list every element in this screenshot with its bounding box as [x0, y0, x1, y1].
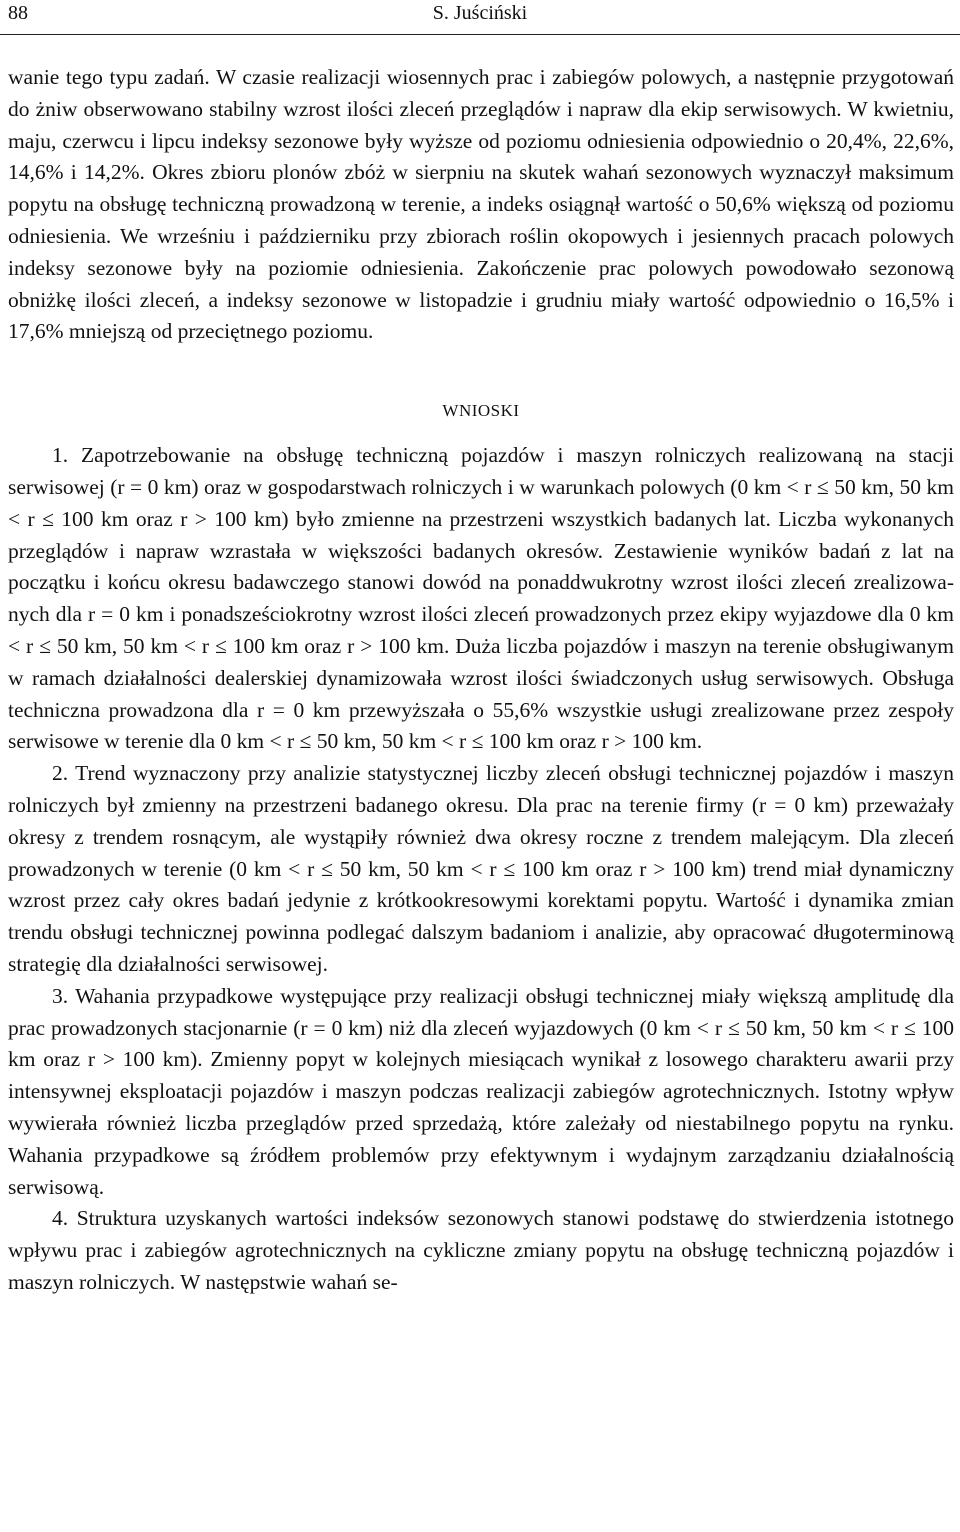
page-header — [0, 0, 960, 35]
conclusion-3: 3. Wahania przypadkowe występujące przy realizacji obsługi technicznej miały większą amplitudę dla prac prowadzonych stacjonarnie (r = 0 km) niż dla zleceń wyjazdowych (0 km < r ≤ 50 km, 50 km < r ≤ 100 km oraz r > 100 km). Zmienny popyt w kolejnych miesiącach wynikał z losowego charakteru awarii przy intensywnej eksploatacji pojazdów i maszyn podczas realizacji zabiegów agrotechnicznych. Istotny wpływ wywierała również liczba przeglądów przed sprzedażą, które zależały od niestabilnego popytu na rynku. Wahania przypadkowe są źródłem problemów przy efektywnym i wydajnym zarządzaniu działalnością serwisową. — [8, 983, 954, 1199]
conclusion-2: 2. Trend wyznaczony przy analizie statystycznej liczby zleceń obsługi technicznej pojazdów i maszyn rolniczych był zmienny na przestrzeni badanego okresu. Dla prac na terenie firmy (r = 0 km) przeważały okresy z trendem rosnącym, ale wystąpiły również dwa okresy roczne z trendem malejącym. Dla zleceń prowadzonych w terenie (0 km < r ≤ 50 km, 50 km < r ≤ 100 km oraz r > 100 km) trend miał dynamiczny wzrost przez cały okres badań jedynie z krótkookresowymi korektami popytu. Wartość i dynamika zmian trendu obsługi technicznej powinna podlegać dalszym badaniom i analizie, aby opracować długoterminową strategię dla działalności serwisowej. — [8, 761, 954, 976]
running-head-author: S. Juściński — [432, 2, 528, 24]
conclusion-4: 4. Struktura uzyskanych wartości indeksów sezonowych stanowi podstawę do stwierdzenia istotnego wpływu prac i zabiegów agrotechnicznych na cykliczne zmiany popytu na obsługę techniczną pojazdów i maszyn rolniczych. W następstwie wahań se- — [8, 1206, 954, 1294]
page-body — [8, 62, 954, 1299]
body-paragraph-continued: wanie tego typu zadań. W czasie realizacji wiosennych prac i zabiegów polowych, a następnie przygotowań do żniw obserwowano stabilny wzrost ilości zleceń przeglądów i napraw dla ekip serwisowych. W kwietniu, maju, czerwcu i lipcu indeksy sezonowe były wyższe od poziomu odniesienia odpowiednio o 20,4%, 22,6%, 14,6% i 14,2%. Okres zbioru plonów zbóż w sierpniu na skutek wahań sezonowych wyznaczył maksimum popytu na obsługę techniczną prowadzoną w terenie, a indeks osiągnął wartość o 50,6% większą od poziomu odniesienia. We wrześniu i październiku przy zbiorach roślin okopowych i jesiennych pracach polowych indeksy sezonowe były na poziomie odniesienia. Zakończenie prac polowych powodowało sezonową obniżkę ilości zleceń, a indeksy sezonowe w listopadzie i grudniu miały wartość odpowiednio o 16,5% i 17,6% mniejszą od przeciętnego poziomu. — [8, 65, 954, 344]
section-heading: WNIOSKI — [442, 401, 520, 421]
conclusion-1: 1. Zapotrzebowanie na obsługę techniczną pojazdów i maszyn rolniczych realizowaną na stacji serwisowej (r = 0 km) oraz w gospodarstwach rolniczych i w warunkach polowych (0 km < r ≤ 50 km, 50 km < r ≤ 100 km oraz r > 100 km) było zmienne na przestrzeni wszystkich badanych lat. Liczba wykonanych przeglądów i napraw wzrastała w większości badanych okresów. Zestawienie wyników badań z lat na początku i końcu okresu badawczego stanowi dowód na ponaddwukrotny wzrost ilości zleceń zrealizowanych dla r = 0 km i ponadsześciokrotny wzrost ilości zleceń prowadzonych przez ekipy wyjazdowe dla 0 km < r ≤ 50 km, 50 km < r ≤ 100 km oraz r > 100 km. Duża liczba pojazdów i maszyn na terenie obsługiwanym w ramach działalności dealerskiej dynamizowała wzrost ilości świadczonych usług serwisowych. Obsługa techniczna prowadzona dla r = 0 km przewyższała o 55,6% wszystkie usługi zrealizowane przez zespoły serwisowe w terenie dla 0 km < r ≤ 50 km, 50 km < r ≤ 100 km oraz r > 100 km. — [8, 443, 954, 754]
page-number: 88 — [8, 2, 28, 24]
